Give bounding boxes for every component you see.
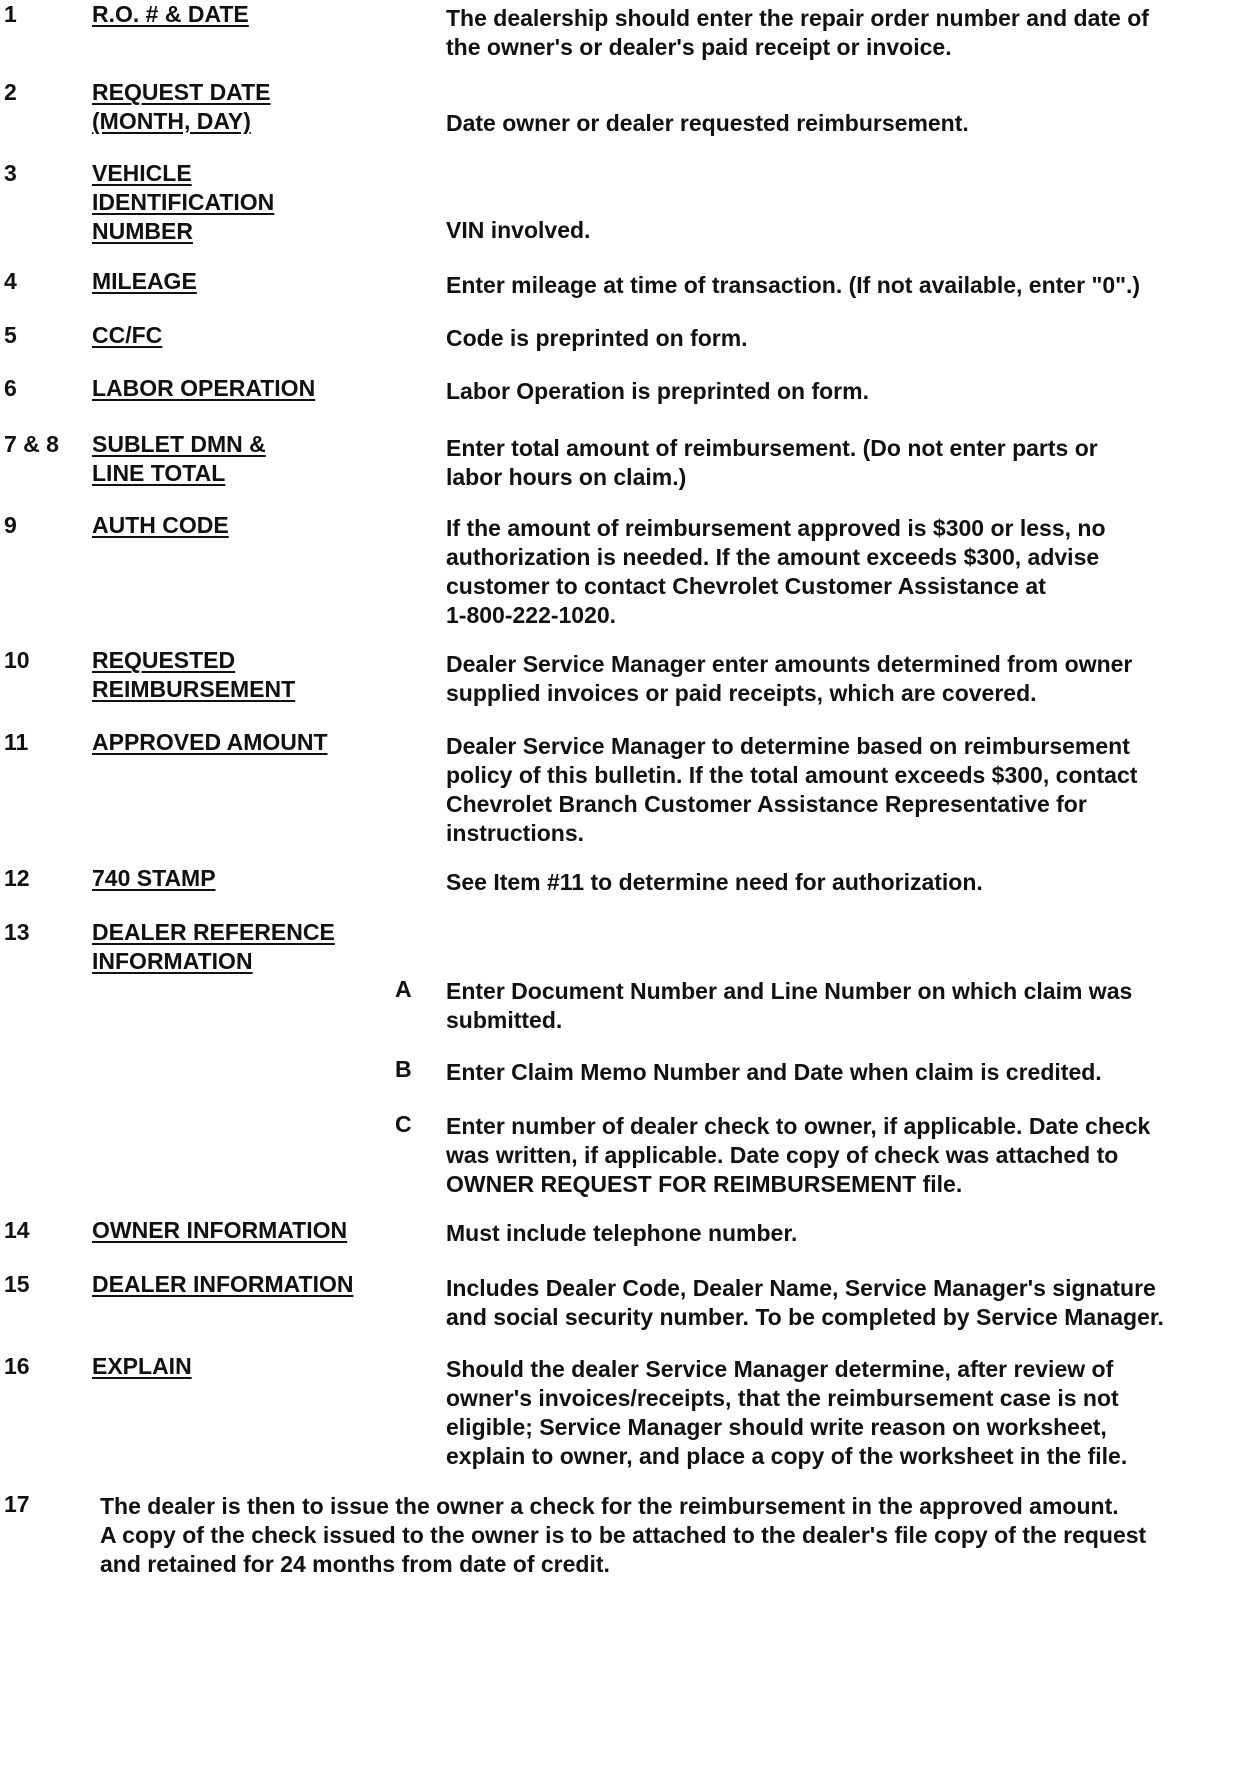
item-number: 4 bbox=[4, 268, 17, 294]
item-description: See Item #11 to determine need for authorization. bbox=[446, 869, 983, 895]
item-number: 14 bbox=[4, 1217, 30, 1243]
item-description: Must include telephone number. bbox=[446, 1220, 798, 1246]
item-label: REQUESTED REIMBURSEMENT bbox=[92, 647, 296, 702]
item-label: AUTH CODE bbox=[92, 512, 229, 538]
item-label: CC/FC bbox=[92, 322, 163, 348]
item-description: Labor Operation is preprinted on form. bbox=[446, 378, 869, 404]
item-label: APPROVED AMOUNT bbox=[92, 729, 328, 755]
sub-item-description: Enter number of dealer check to owner, if applicable. Date check was written, if applicable. Date copy of check was attached to OWNER REQUEST FOR REIMBURSEMENT file. bbox=[446, 1113, 1151, 1197]
item-description: Enter mileage at time of transaction. (If not available, enter "0".) bbox=[446, 272, 1141, 298]
item-description: If the amount of reimbursement approved is $300 or less, no authorization is needed. If the amount exceeds $300, advise customer to contact Chevrolet Customer Assistance at 1-800-222-1020. bbox=[446, 515, 1106, 628]
item-label: OWNER INFORMATION bbox=[92, 1217, 348, 1243]
item-number: 17 bbox=[4, 1491, 30, 1517]
item-number: 10 bbox=[4, 647, 30, 673]
item-description: Date owner or dealer requested reimbursement. bbox=[446, 110, 969, 136]
item-number: 6 bbox=[4, 375, 17, 401]
item-label: EXPLAIN bbox=[92, 1353, 192, 1379]
item-description: Enter total amount of reimbursement. (Do not enter parts or labor hours on claim.) bbox=[446, 435, 1098, 490]
sub-item-letter: A bbox=[395, 976, 412, 1002]
item-description: The dealership should enter the repair order number and date of the owner's or dealer's paid receipt or invoice. bbox=[446, 5, 1149, 60]
item-number: 9 bbox=[4, 512, 17, 538]
item-number: 7 & 8 bbox=[4, 431, 59, 457]
item-description: Dealer Service Manager enter amounts determined from owner supplied invoices or paid receipts, which are covered. bbox=[446, 651, 1133, 706]
sub-item-letter: C bbox=[395, 1111, 412, 1137]
closing-paragraph: The dealer is then to issue the owner a check for the reimbursement in the approved amount. A copy of the check issued to the owner is to be attached to the dealer's file copy of the request and retained for 24 months from date of credit. bbox=[100, 1493, 1147, 1577]
item-number: 1 bbox=[4, 1, 17, 27]
item-label: VEHICLE IDENTIFICATION NUMBER bbox=[92, 160, 275, 244]
sub-item-description: Enter Claim Memo Number and Date when claim is credited. bbox=[446, 1059, 1102, 1085]
item-description: Should the dealer Service Manager determine, after review of owner's invoices/receipts, that the reimbursement case is not eligible; Service Manager should write reason on worksheet, explain to owner, and place a copy of the worksheet in the file. bbox=[446, 1356, 1128, 1469]
item-description: Dealer Service Manager to determine based on reimbursement policy of this bulletin. If the total amount exceeds $300, contact Chevrolet Branch Customer Assistance Representative for instructions. bbox=[446, 733, 1138, 846]
sub-item-letter: B bbox=[395, 1056, 412, 1082]
item-description: Code is preprinted on form. bbox=[446, 325, 748, 351]
item-label: 740 STAMP bbox=[92, 865, 216, 891]
item-label: LABOR OPERATION bbox=[92, 375, 316, 401]
item-description: Includes Dealer Code, Dealer Name, Service Manager's signature and social security number. To be completed by Service Manager. bbox=[446, 1275, 1164, 1330]
item-number: 11 bbox=[4, 729, 29, 755]
item-number: 5 bbox=[4, 322, 17, 348]
item-label: DEALER INFORMATION bbox=[92, 1271, 354, 1297]
item-number: 3 bbox=[4, 160, 17, 186]
item-label: MILEAGE bbox=[92, 268, 197, 294]
item-number: 16 bbox=[4, 1353, 30, 1379]
item-label: REQUEST DATE (MONTH, DAY) bbox=[92, 79, 271, 134]
item-description: VIN involved. bbox=[446, 217, 591, 243]
item-number: 13 bbox=[4, 919, 30, 945]
item-number: 15 bbox=[4, 1271, 30, 1297]
item-label: SUBLET DMN & LINE TOTAL bbox=[92, 431, 266, 486]
item-label: DEALER REFERENCE INFORMATION bbox=[92, 919, 335, 974]
item-number: 2 bbox=[4, 79, 17, 105]
sub-item-description: Enter Document Number and Line Number on which claim was submitted. bbox=[446, 978, 1133, 1033]
item-number: 12 bbox=[4, 865, 30, 891]
item-label: R.O. # & DATE bbox=[92, 1, 249, 27]
